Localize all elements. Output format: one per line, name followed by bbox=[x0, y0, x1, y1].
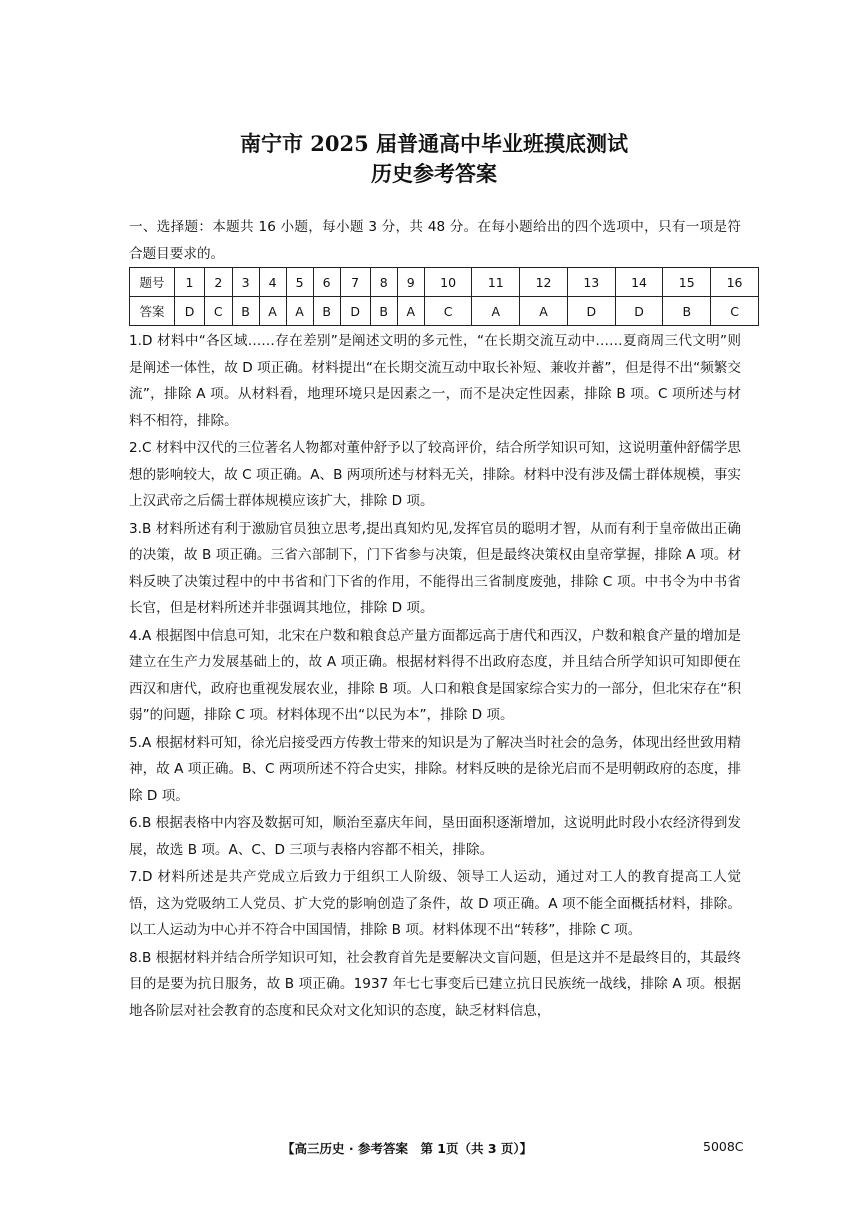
question-number-cell: 12 bbox=[520, 268, 568, 297]
question-number-cell: 13 bbox=[567, 268, 615, 297]
explanation-paragraph: 2.C 材料中汉代的三位著名人物都对董仲舒予以了较高评价，结合所学知识可知，这说明董仲舒儒学思想的影响较大，故 C 项正确。A、B 两项所述与材料无关，排除。材料中没有涉及儒士群体规模，事实上汉武帝之后儒士群体规模应该扩大，排除 D 项。 bbox=[129, 440, 742, 509]
answer-row bbox=[130, 297, 759, 326]
answer-cell: C bbox=[424, 297, 472, 326]
question-number-cell: 6 bbox=[313, 268, 340, 297]
explanation-paragraph: 5.A 根据材料可知，徐光启接受西方传教士带来的知识是为了解决当时社会的急务，体现出经世致用精神，故 A 项正确。B、C 两项所述不符合史实，排除。材料反映的是徐光启而不是明朝政府的态度，排除 D 项。 bbox=[129, 734, 742, 804]
question-number-cell: 16 bbox=[711, 268, 759, 297]
question-number-cell: 2 bbox=[205, 268, 232, 297]
explanation-paragraph: 4.A 根据图中信息可知，北宋在户数和粮食总产量方面都远高于唐代和西汉，户数和粮食产量的增加是建立在生产力发展基础上的，故 A 项正确。根据材料得不出政府态度，并且结合所学知识可知即便在西汉和唐代，政府也重视发展农业，排除 B 项。人口和粮食是国家综合实力的一部分，但北宋存在“积弱”的问题，排除 C 项。材料体现不出“以民为本”，排除 D 项。 bbox=[129, 627, 741, 723]
section-intro: 一、选择题：本题共 16 小题，每小题 3 分，共 48 分。在每小题给出的四个选项中，只有一项是符合题目要求的。 bbox=[129, 219, 741, 262]
question-number-cell: 9 bbox=[397, 268, 424, 297]
answer-cell: A bbox=[520, 297, 568, 326]
explanation-paragraph: 8.B 根据材料并结合所学知识可知，社会教育首先是要解决文盲问题，但是这并不是最终目的，其最终目的是要为抗日服务，故 B 项正确。1937 年七七事变后已建立抗日民族统一战线，排除 A 项。根据地各阶层对社会教育的态度和民众对文化知识的态度，缺乏材料信息， bbox=[129, 949, 741, 1019]
question-number-cell: 7 bbox=[340, 268, 370, 297]
row-label-number: 题号 bbox=[130, 268, 175, 297]
question-number-cell: 14 bbox=[615, 268, 663, 297]
answer-cell: D bbox=[615, 297, 663, 326]
question-number-cell: 1 bbox=[175, 268, 205, 297]
answer-cell: D bbox=[175, 297, 205, 326]
footer-code: 5008C bbox=[703, 1139, 744, 1154]
answer-cell: B bbox=[232, 297, 259, 326]
explanation-paragraph: 6.B 根据表格中内容及数据可知，顺治至嘉庆年间，垦田面积逐渐增加，这说明此时段小农经济得到发展，故选 B 项。A、C、D 三项与表格内容都不相关，排除。 bbox=[129, 815, 741, 858]
answer-cell: B bbox=[370, 297, 397, 326]
explanation-paragraph: 7.D 材料所述是共产党成立后致力于组织工人阶级、领导工人运动，通过对工人的教育提高工人觉悟，这为党吸纳工人党员、扩大党的影响创造了条件，故 D 项正确。A 项不能全面概括材料，排除。以工人运动为中心并不符合中国国情，排除 B 项。材料体现不出“转移”，排除 C 项。 bbox=[129, 869, 741, 938]
question-number-cell: 10 bbox=[424, 268, 472, 297]
answer-cell: A bbox=[259, 297, 286, 326]
answer-cell: C bbox=[711, 297, 759, 326]
answer-table bbox=[129, 267, 759, 326]
answer-cell: B bbox=[663, 297, 711, 326]
question-number-row bbox=[130, 268, 759, 297]
question-number-cell: 4 bbox=[259, 268, 286, 297]
answer-cell: A bbox=[472, 297, 520, 326]
question-number-cell: 8 bbox=[370, 268, 397, 297]
answer-cell: D bbox=[340, 297, 370, 326]
document-subtitle: 历史参考答案 bbox=[371, 161, 497, 186]
question-number-cell: 5 bbox=[286, 268, 313, 297]
explanation-paragraph: 1.D 材料中“各区域……存在差别”是阐述文明的多元性，“在长期交流互动中……夏商周三代文明”则是阐述一体性，故 D 项正确。材料提出“在长期交流互动中取长补短、兼收并蓄”，但是得不出“频繁交流”，排除 A 项。从材料看，地理环境只是因素之一，而不是决定性因素，排除 B 项。C 项所述与材料不相符，排除。 bbox=[129, 333, 741, 429]
question-number-cell: 15 bbox=[663, 268, 711, 297]
answer-cell: A bbox=[397, 297, 424, 326]
answer-cell: A bbox=[286, 297, 313, 326]
answer-cell: C bbox=[205, 297, 232, 326]
explanations bbox=[129, 328, 741, 1025]
row-label-answer: 答案 bbox=[130, 297, 175, 326]
question-number-cell: 11 bbox=[472, 268, 520, 297]
document-title: 南宁市 2025 届普通高中毕业班摸底测试 bbox=[239, 131, 629, 156]
answer-cell: B bbox=[313, 297, 340, 326]
footer-page-info: 【高三历史 · 参考答案 第 1页（共 3 页）】 bbox=[282, 1141, 533, 1156]
question-number-cell: 3 bbox=[232, 268, 259, 297]
explanation-paragraph: 3.B 材料所述有利于激励官员独立思考,提出真知灼见,发挥官员的聪明才智，从而有利于皇帝做出正确的决策，故 B 项正确。三省六部制下，门下省参与决策，但是最终决策权由皇帝掌握，排除 A 项。材料反映了决策过程中的中书省和门下省的作用，不能得出三省制度废弛，排除 C 项。中书令为中书省长官，但是材料所述并非强调其地位，排除 D 项。 bbox=[129, 520, 741, 616]
answer-cell: D bbox=[567, 297, 615, 326]
